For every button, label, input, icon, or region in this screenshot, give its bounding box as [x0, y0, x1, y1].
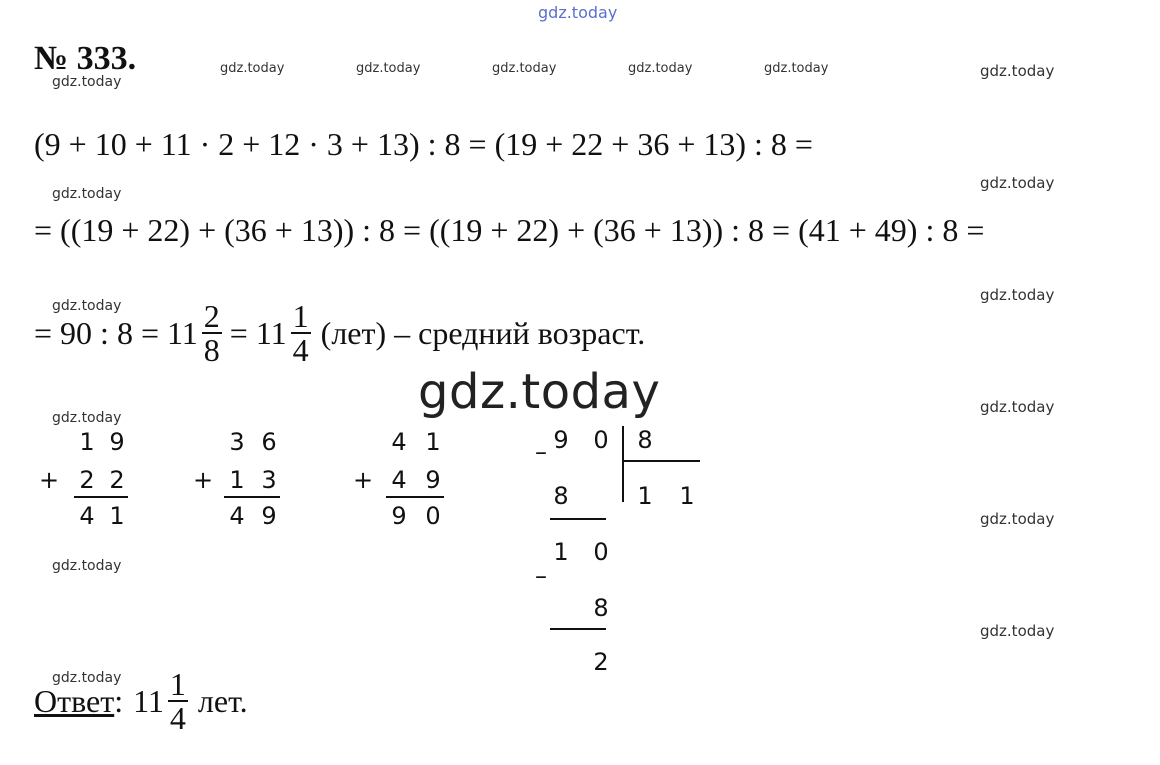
plus-sign: + — [192, 466, 214, 494]
fraction-one-quarter — [291, 300, 311, 366]
answer-line — [34, 668, 248, 734]
line3-end: (лет) – средний возраст. — [320, 314, 646, 351]
digit: 9 — [391, 502, 407, 530]
watermark: gdz.today — [980, 398, 1055, 416]
digit: 1 — [79, 428, 95, 456]
sum-line — [74, 496, 128, 498]
divisor: 8 — [637, 426, 653, 454]
fraction-numerator: 1 — [169, 666, 186, 702]
watermark-top: gdz.today — [538, 3, 618, 22]
watermark: gdz.today — [764, 61, 829, 76]
watermark: gdz.today — [52, 298, 122, 314]
answer-colon: : — [114, 682, 124, 719]
division-bracket — [622, 426, 624, 502]
answer-label: Ответ — [34, 682, 115, 719]
quotient-digit: 1 — [679, 482, 695, 510]
digit: 9 — [261, 502, 277, 530]
watermark: gdz.today — [980, 174, 1055, 192]
watermark: gdz.today — [52, 670, 122, 686]
digit: 4 — [79, 502, 95, 530]
minus-sign: – — [535, 438, 547, 466]
remainder-digit: 1 — [553, 538, 569, 566]
divisor-line — [622, 460, 700, 462]
digit: 2 — [79, 466, 95, 494]
digit: 9 — [109, 428, 125, 456]
watermark: gdz.today — [980, 286, 1055, 304]
fraction-two-eighths — [202, 300, 222, 366]
watermark: gdz.today — [356, 61, 421, 76]
quotient-digit: 1 — [637, 482, 653, 510]
digit: 3 — [261, 466, 277, 494]
digit: 1 — [109, 502, 125, 530]
watermark: gdz.today — [980, 510, 1055, 528]
watermark-large: gdz.today — [418, 364, 661, 420]
fraction-numerator: 2 — [203, 298, 220, 334]
digit: 0 — [425, 502, 441, 530]
watermark: gdz.today — [52, 558, 122, 574]
final-remainder: 2 — [593, 648, 609, 676]
plus-sign: + — [38, 466, 60, 494]
subtraction-line — [550, 518, 606, 520]
problem-number: № 333. — [34, 40, 137, 77]
digit: 4 — [391, 428, 407, 456]
digit: 1 — [229, 466, 245, 494]
subtraction-line — [550, 628, 606, 630]
dividend-digit: 0 — [593, 426, 609, 454]
watermark: gdz.today — [52, 74, 122, 90]
fraction-denominator: 8 — [203, 332, 220, 368]
digit: 1 — [425, 428, 441, 456]
watermark: gdz.today — [220, 61, 285, 76]
digit: 2 — [109, 466, 125, 494]
watermark: gdz.today — [628, 61, 693, 76]
digit: 3 — [229, 428, 245, 456]
fraction-denominator: 4 — [169, 700, 186, 736]
watermark: gdz.today — [980, 62, 1055, 80]
minus-sign: – — [535, 562, 547, 590]
answer-unit: лет. — [197, 682, 248, 719]
digit: 6 — [261, 428, 277, 456]
watermark: gdz.today — [52, 186, 122, 202]
fraction-numerator: 1 — [292, 298, 309, 334]
line3-start: = 90 : 8 = 11 — [34, 314, 198, 351]
fraction-denominator: 4 — [292, 332, 309, 368]
equation-line-3 — [34, 300, 645, 366]
answer-fraction — [168, 668, 188, 734]
watermark: gdz.today — [980, 622, 1055, 640]
subtrahend: 8 — [593, 594, 609, 622]
watermark: gdz.today — [52, 410, 122, 426]
watermark: gdz.today — [492, 61, 557, 76]
plus-sign: + — [352, 466, 374, 494]
sum-line — [386, 496, 444, 498]
digit: 4 — [229, 502, 245, 530]
remainder-digit: 0 — [593, 538, 609, 566]
digit: 4 — [391, 466, 407, 494]
digit: 9 — [425, 466, 441, 494]
answer-whole: 11 — [133, 682, 164, 719]
subtrahend: 8 — [553, 482, 569, 510]
sum-line — [224, 496, 280, 498]
equation-line-2: = ((19 + 22) + (36 + 13)) : 8 = ((19 + 22) + (36 + 13)) : 8 = (41 + 49) : 8 = — [34, 212, 985, 248]
equation-line-1: (9 + 10 + 11 · 2 + 12 · 3 + 13) : 8 = (19 + 22 + 36 + 13) : 8 = — [34, 126, 813, 162]
line3-mid: = 11 — [229, 314, 287, 351]
dividend-digit: 9 — [553, 426, 569, 454]
